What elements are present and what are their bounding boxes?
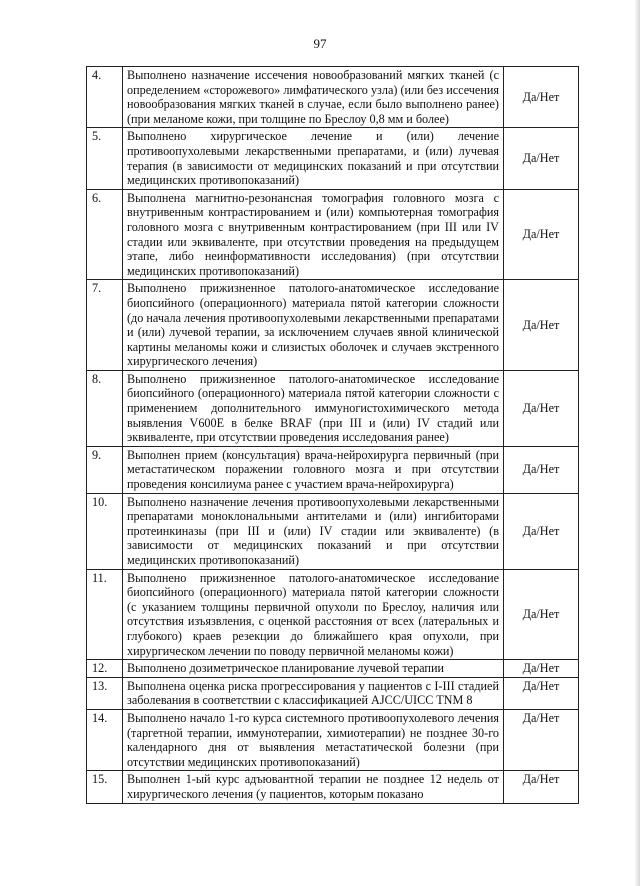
answer-cell: Да/Нет — [504, 771, 579, 803]
criterion-text: Выполнена магнитно-резонансная томография головного мозга с внутривенным контрастированием и (или) компьютерная томография головного мозга с внутривенным контрастированием (при III или IV стадии или эквиваленте, при отсутствии проведения на предыдущем этапе, либо неинформативности исследования) (при отсутствии медицинских противопоказаний) — [123, 189, 504, 280]
criterion-text: Выполнена оценка риска прогрессирования у пациентов с I-III стадией заболевания в соответствии с классификацией AJCC/UICC TNM 8 — [123, 677, 504, 709]
row-number: 15. — [87, 771, 123, 803]
answer-cell: Да/Нет — [504, 569, 579, 660]
answer-cell: Да/Нет — [504, 128, 579, 189]
table-row — [87, 280, 579, 371]
answer-cell: Да/Нет — [504, 660, 579, 678]
criterion-text: Выполнено назначение лечения противоопухолевыми лекарственными препаратами моноклональными антителами и (или) ингибиторами протеинкиназы (при III и (или) IV стадии или эквиваленте) (в зависимости от медицинских показаний и при отсутствии медицинских противопоказаний) — [123, 493, 504, 569]
criterion-text: Выполнено начало 1-го курса системного противоопухолевого лечения (таргетной терапии, иммунотерапии, химиотерапии) не позднее 30-го календарного дня от выявления метастатической болезни (при отсутствии медицинских противопоказаний) — [123, 709, 504, 770]
row-number: 6. — [87, 189, 123, 280]
answer-cell: Да/Нет — [504, 493, 579, 569]
answer-cell: Да/Нет — [504, 446, 579, 493]
table-row — [87, 189, 579, 280]
row-number: 5. — [87, 128, 123, 189]
answer-cell: Да/Нет — [504, 370, 579, 446]
row-number: 7. — [87, 280, 123, 371]
table-row — [87, 677, 579, 709]
row-number: 14. — [87, 709, 123, 770]
row-number: 13. — [87, 677, 123, 709]
row-number: 4. — [87, 67, 123, 128]
page-number: 97 — [313, 36, 327, 51]
table-row — [87, 67, 579, 128]
criterion-text: Выполнено прижизненное патолого-анатомическое исследование биопсийного (операционного) материала пятой категории сложности (с указанием толщины первичной опухоли по Бреслоу, наличия или отсутствия изъязвления, с оценкой расстояния от всех (латеральных и глубокого) краев резекции до ближайшего края опухоли, при хирургическом лечении по поводу первичной меланомы кожи) — [123, 569, 504, 660]
criterion-text: Выполнено назначение иссечения новообразований мягких тканей (с определением «сторожевого» лимфатического узла) (или без иссечения новообразования мягких тканей в случае, если было выполнено ранее) (при меланоме кожи, при толщине по Бреслоу 0,8 мм и более) — [123, 67, 504, 128]
row-number: 8. — [87, 370, 123, 446]
table-row — [87, 569, 579, 660]
answer-cell: Да/Нет — [504, 709, 579, 770]
table-row — [87, 493, 579, 569]
table-row — [87, 446, 579, 493]
table-row — [87, 771, 579, 803]
criterion-text: Выполнено прижизненное патолого-анатомическое исследование биопсийного (операционного) материала пятой категории сложности (до начала лечения противоопухолевыми лекарственными препаратами и (или) лучевой терапии, за исключением случаев явной клинической картины меланомы кожи и слизистых оболочек и случаев экстренного хирургического лечения) — [123, 280, 504, 371]
row-number: 10. — [87, 493, 123, 569]
criteria-table — [86, 66, 579, 804]
row-number: 12. — [87, 660, 123, 678]
criterion-text: Выполнен прием (консультация) врача-нейрохирурга первичный (при метастатическом поражении головного мозга и при отсутствии проведения консилиума ранее с участием врача-нейрохирурга) — [123, 446, 504, 493]
criterion-text: Выполнено хирургическое лечение и (или) лечение противоопухолевыми лекарственными препаратами, и (или) лучевая терапия (в зависимости от медицинских показаний и при отсутствии медицинских противопоказаний) — [123, 128, 504, 189]
table-row — [87, 370, 579, 446]
answer-cell: Да/Нет — [504, 677, 579, 709]
answer-cell: Да/Нет — [504, 189, 579, 280]
row-number: 9. — [87, 446, 123, 493]
answer-cell: Да/Нет — [504, 280, 579, 371]
criterion-text: Выполнено прижизненное патолого-анатомическое исследование биопсийного (операционного) материала пятой категории сложности с применением дополнительного иммуногистохимического метода выявления V600E в белке BRAF (при III и (или) IV стадий или эквиваленте, при отсутствии проведения исследования ранее) — [123, 370, 504, 446]
page-edge-shadow — [634, 0, 640, 886]
criterion-text: Выполнено дозиметрическое планирование лучевой терапии — [123, 660, 504, 678]
answer-cell: Да/Нет — [504, 67, 579, 128]
table-row — [87, 709, 579, 770]
criterion-text: Выполнен 1-ый курс адъювантной терапии не позднее 12 недель от хирургического лечения (у пациентов, которым показано — [123, 771, 504, 803]
row-number: 11. — [87, 569, 123, 660]
table-row — [87, 660, 579, 678]
table-row — [87, 128, 579, 189]
